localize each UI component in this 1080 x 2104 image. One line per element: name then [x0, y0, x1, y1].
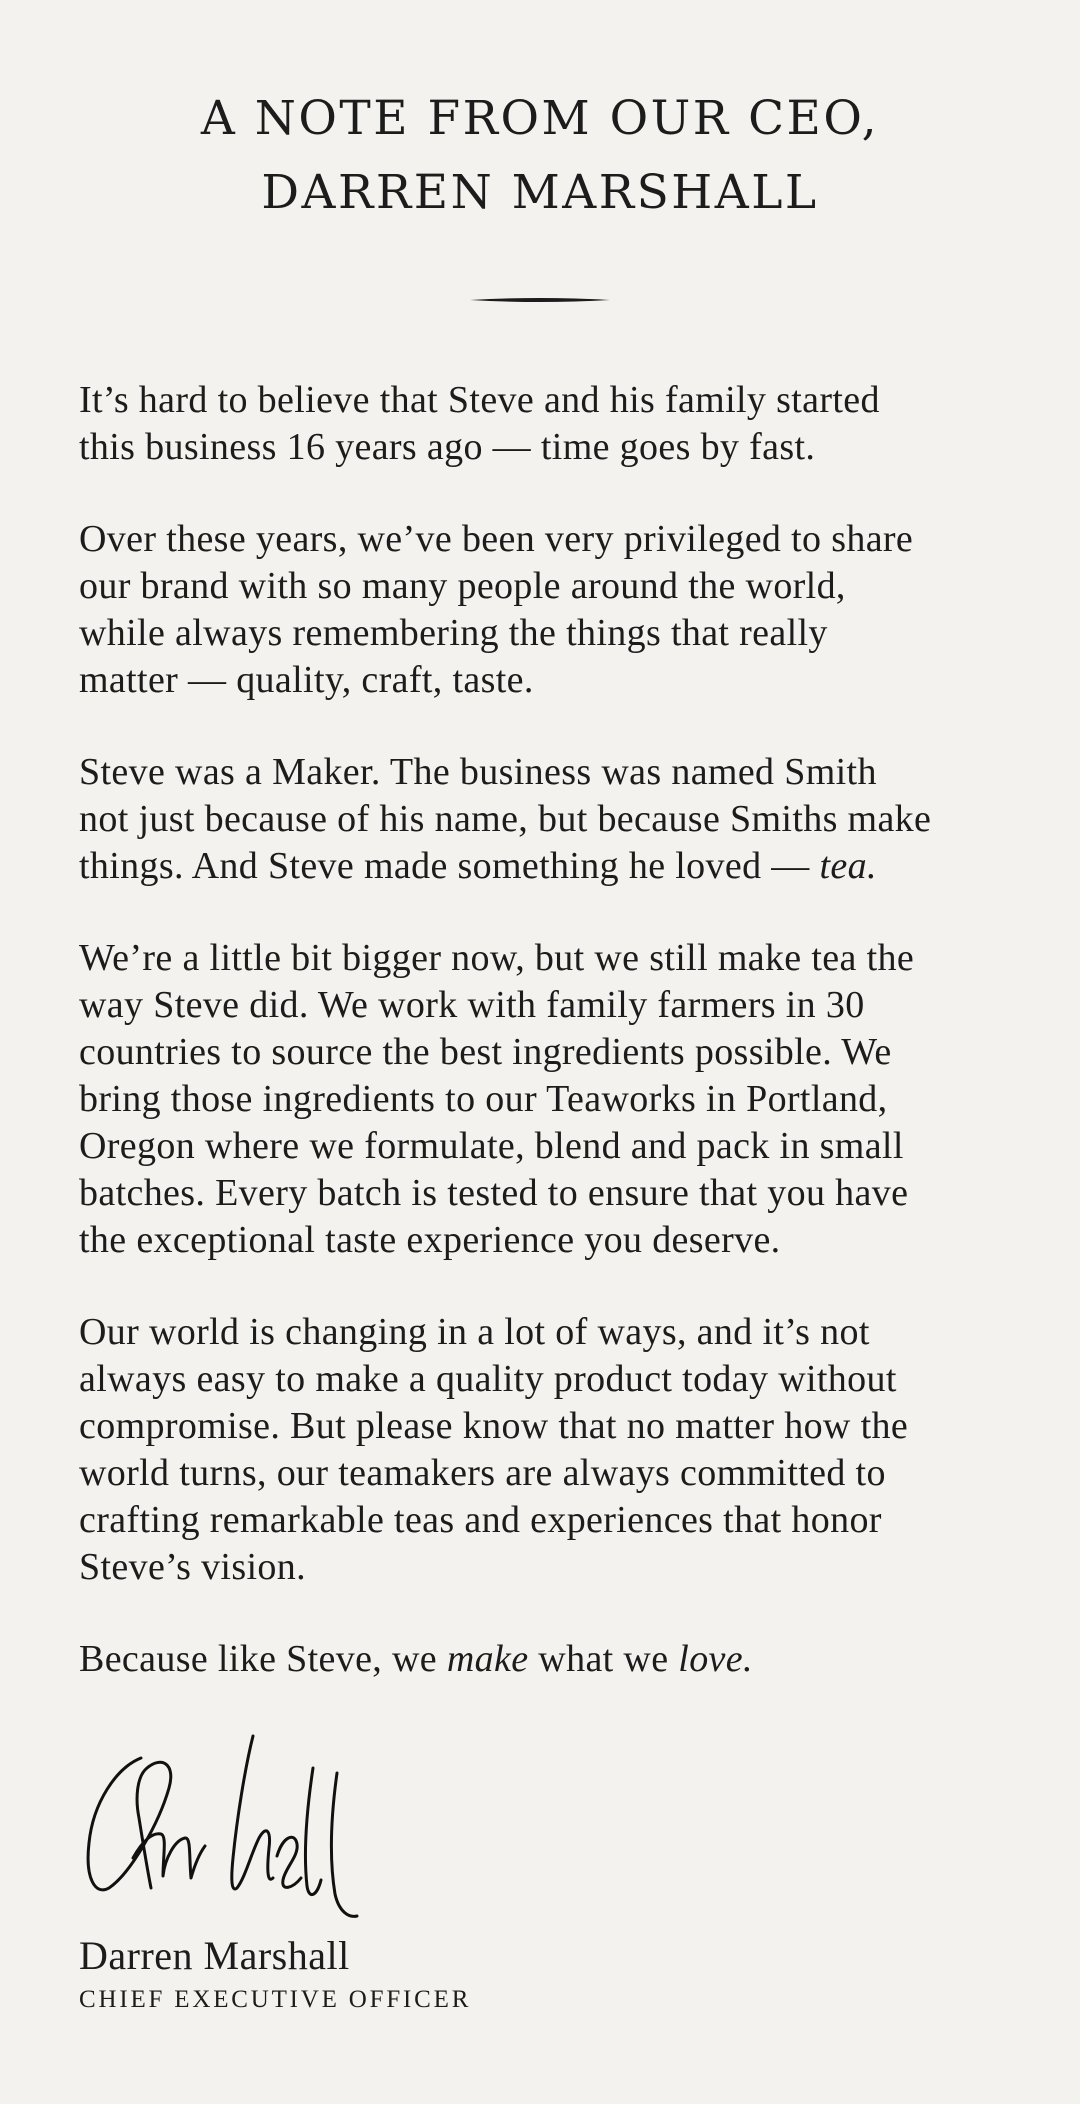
letter-body: [79, 377, 1001, 1683]
paragraph-3: [79, 749, 1001, 890]
signatory-name: Darren Marshall: [79, 1933, 350, 1978]
closing-line: [79, 1636, 1001, 1683]
page-title: [79, 0, 1001, 230]
handwritten-signature: [81, 1728, 371, 1918]
paragraph-3-emphasis: tea.: [819, 845, 877, 887]
closing-part-1: Because like Steve, we: [79, 1638, 447, 1680]
title-line-1: A NOTE FROM OUR CEO,: [200, 91, 880, 146]
title-divider: [470, 297, 610, 303]
paragraph-2: Over these years, we’ve been very privileged to share our brand with so many people around the world, while always remembering the things that really matter — quality, craft, taste.: [79, 518, 914, 701]
paragraph-5: Our world is changing in a lot of ways, and it’s not always easy to make a quality product today without compromise. But please know that no matter how the world turns, our teamakers are always committed to crafting remarkable teas and experiences that honor Steve’s vision.: [79, 1311, 909, 1588]
title-line-2: DARREN MARSHALL: [261, 165, 819, 220]
paragraph-4: We’re a little bit bigger now, but we still make tea the way Steve did. We work with family farmers in 30 countries to source the best ingredients possible. We bring those ingredients to our Teaworks in Portland, Oregon where we formulate, blend and pack in small batches. Every batch is tested to ensure that you have the exceptional taste experience you deserve.: [79, 937, 915, 1261]
paragraph-3-text: Steve was a Maker. The business was named Smith not just because of his name, but because Smiths make things. And Steve made something he loved —: [79, 751, 932, 887]
signatory-role: CHIEF EXECUTIVE OFFICER: [79, 1986, 472, 2013]
closing-part-2: what we: [528, 1638, 679, 1680]
closing-emphasis-make: make: [446, 1638, 529, 1680]
paragraph-1: It’s hard to believe that Steve and his family started this business 16 years ago — time goes by fast.: [79, 379, 880, 468]
closing-emphasis-love: love.: [678, 1638, 753, 1680]
